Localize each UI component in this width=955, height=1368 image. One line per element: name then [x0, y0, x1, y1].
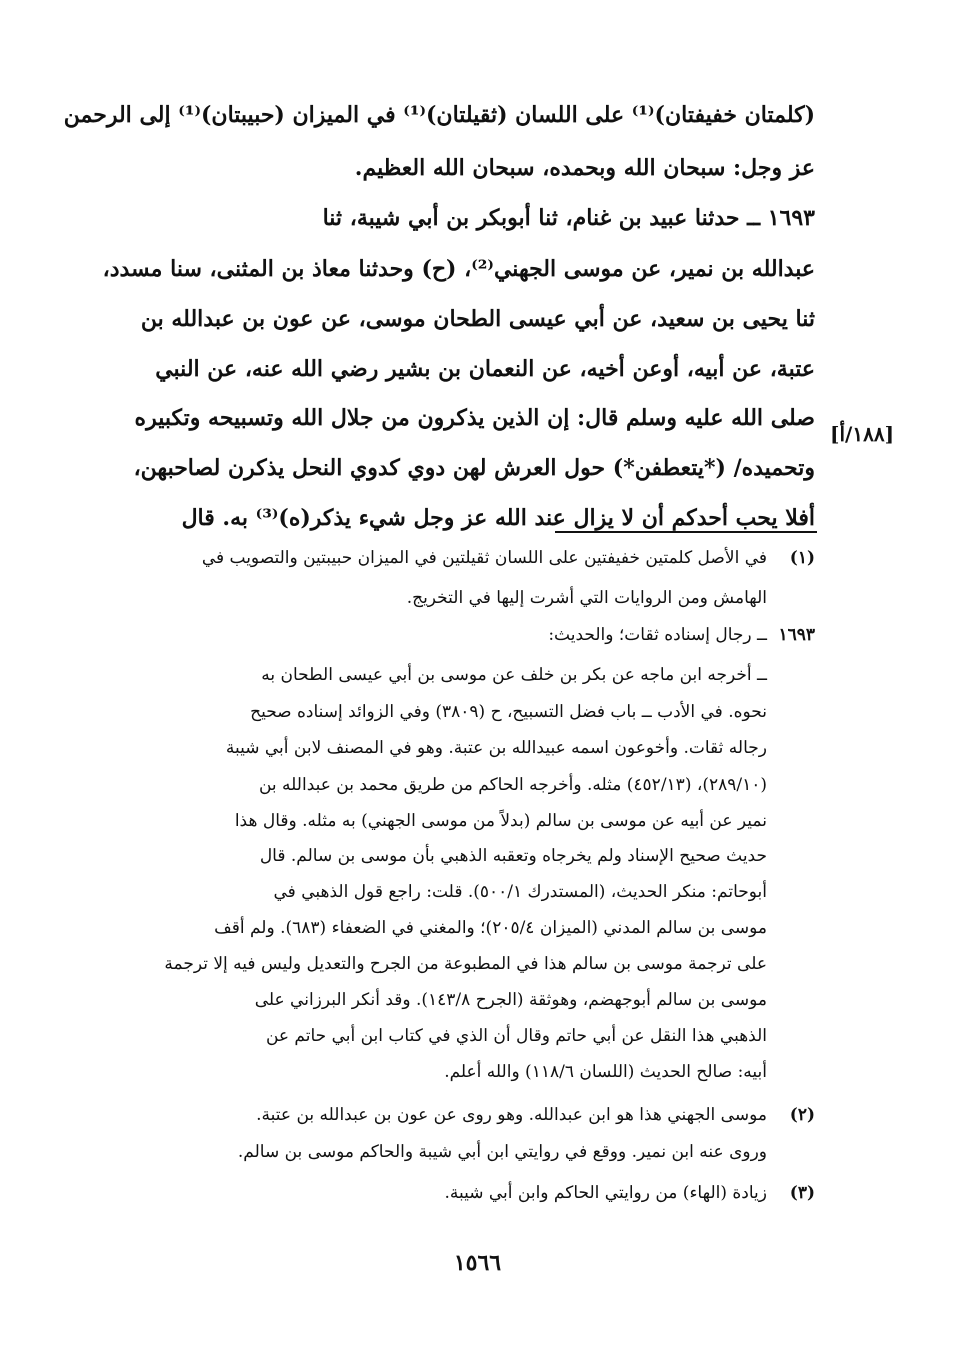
footnote-1693-line-3: نحوه. في الأدب ــ باب فضل التسبيح، ح (٣٨٠٩) وفي الزوائد إسناده صحيح: [250, 702, 767, 722]
footnote-1693-line-7: حديث صحيح الإسناد ولم يخرجاه وتعقبه الذهبي بأن موسى بن سالم. قال: [259, 846, 767, 866]
footnote-3-line-1: زيادة (الهاء) من روايتي الحاكم وابن أبي شيبة.: [444, 1183, 767, 1203]
footnote-1693-line-9: موسى بن سالم المدني (الميزان ٢٠٥/٤)؛ والمغني في الضعفاء (٦٨٣). ولم أقف: [214, 918, 767, 938]
main-text-line-2: عز وجل: سبحان الله وبحمده، سبحان الله العظيم.: [354, 155, 815, 181]
hadith-heading-line: ١٦٩٣ ــ حدثنا عبيد بن غنام، ثنا أبوبكر بن أبي شيبة، ثنا: [322, 205, 815, 231]
footnote-1693-line-11: موسى بن سالم أبوجهضم، وهوثقة (الجرح ١٤٣/٨). وقد أنكر البرزاني على: [254, 990, 767, 1010]
footnote-1693-line-4: رجاله ثقات. وأخوعون اسمه عبيدالله بن عتبة. وهو في المصنف لابن أبي شيبة: [225, 738, 767, 758]
main-text-line-5: ثنا يحيى بن سعيد، عن أبي عيسى الطحان موسى، عن عون بن عبدالله بن: [140, 306, 815, 332]
main-text-line-8: وتحميده/ (*يتعطفن*) حول العرش لهن دوي كدوي النحل يذكرن لصاحبهن،: [133, 455, 815, 481]
footnote-1693-line-12: الذهبي هذا النقل عن أبي حاتم وقال أن الذي في كتاب ابن أبي حاتم عن: [265, 1026, 767, 1046]
footnote-1693-line-10: على ترجمة موسى بن سالم هذا في المطبوعة من الجرح والتعديل وليس فيه إلا ترجمة: [164, 954, 767, 974]
footnote-1693-line-5: (٢٨٩/١٠)، (٤٥٢/١٣) مثله. وأخرجه الحاكم من طريق محمد بن عبدالله بن: [258, 775, 767, 795]
main-text-line-4: عبدالله بن نمير، عن موسى الجهني⁽²⁾، (ح) وحدثنا معاذ بن المثنى، سنا مسدد،: [102, 256, 815, 282]
footnote-3-number: (٣): [789, 1183, 815, 1203]
footnote-1-number: (١): [789, 548, 815, 568]
footnote-1693-line-1: ــ رجال إسناده ثقات؛ والحديث:: [548, 625, 767, 645]
footnote-1693-line-8: أبوحاتم: منكر الحديث، (المستدرك ٥٠٠/١). قلت: راجع قول الذهبي في: [273, 882, 767, 902]
page-number: ١٥٦٦: [453, 1250, 502, 1276]
footnote-2-number: (٢): [789, 1105, 815, 1125]
main-text-line-7: صلى الله عليه وسلم قال: إن الذين يذكرون من جلال الله وتسبيحه وتكبيره: [134, 405, 815, 431]
footnote-2-line-1: موسى الجهني هذا هو ابن عبدالله. وهو روى عن عون بن عبدالله بن عتبة.: [256, 1105, 767, 1125]
footnote-1-line-2: الهامش ومن الروايات التي أشرت إليها في التخريج.: [406, 588, 767, 608]
footnote-1693-line-13: أبيه: صالح الحديث (اللسان ١١٨/٦) والله أعلم.: [444, 1062, 767, 1082]
main-text-line-6: عتبة، عن أبيه، أوعن أخيه، عن النعمان بن بشير رضي الله عنه، عن النبي: [155, 356, 815, 382]
footnote-1693-number: ١٦٩٣: [778, 625, 815, 645]
main-text-line-9: أفلا يحب أحدكم أن لا يزال عند الله عز وجل شيء يذكر(ه)⁽³⁾ به. قال: [181, 505, 815, 531]
main-text-line-1: (كلمتان خفيفتان)⁽¹⁾ على اللسان (ثقيلتان)⁽¹⁾ في الميزان (حبيبتان)⁽¹⁾ إلى الرحمن: [63, 102, 815, 128]
footnote-1-line-1: في الأصل كلمتين خفيفتين على اللسان ثقيلتين في الميزان حبيبتين والتصويب في: [201, 548, 767, 568]
manuscript-folio-note: [١٨٨/أ]: [830, 422, 895, 446]
footnote-separator: [555, 531, 817, 533]
footnote-2-line-2: وروى عنه ابن نمير. ووقع في روايتي ابن أبي شيبة والحاكم موسى بن سالم.: [237, 1142, 767, 1162]
footnote-1693-line-6: نمير عن أبيه عن موسى بن سالم (بدلاً من موسى الجهني) به مثله. وقال هذا: [234, 811, 767, 831]
footnote-1693-line-2: ــ أخرجه ابن ماجه عن بكر بن خلف عن موسى بن أبي عيسى الطحان به: [261, 665, 767, 685]
